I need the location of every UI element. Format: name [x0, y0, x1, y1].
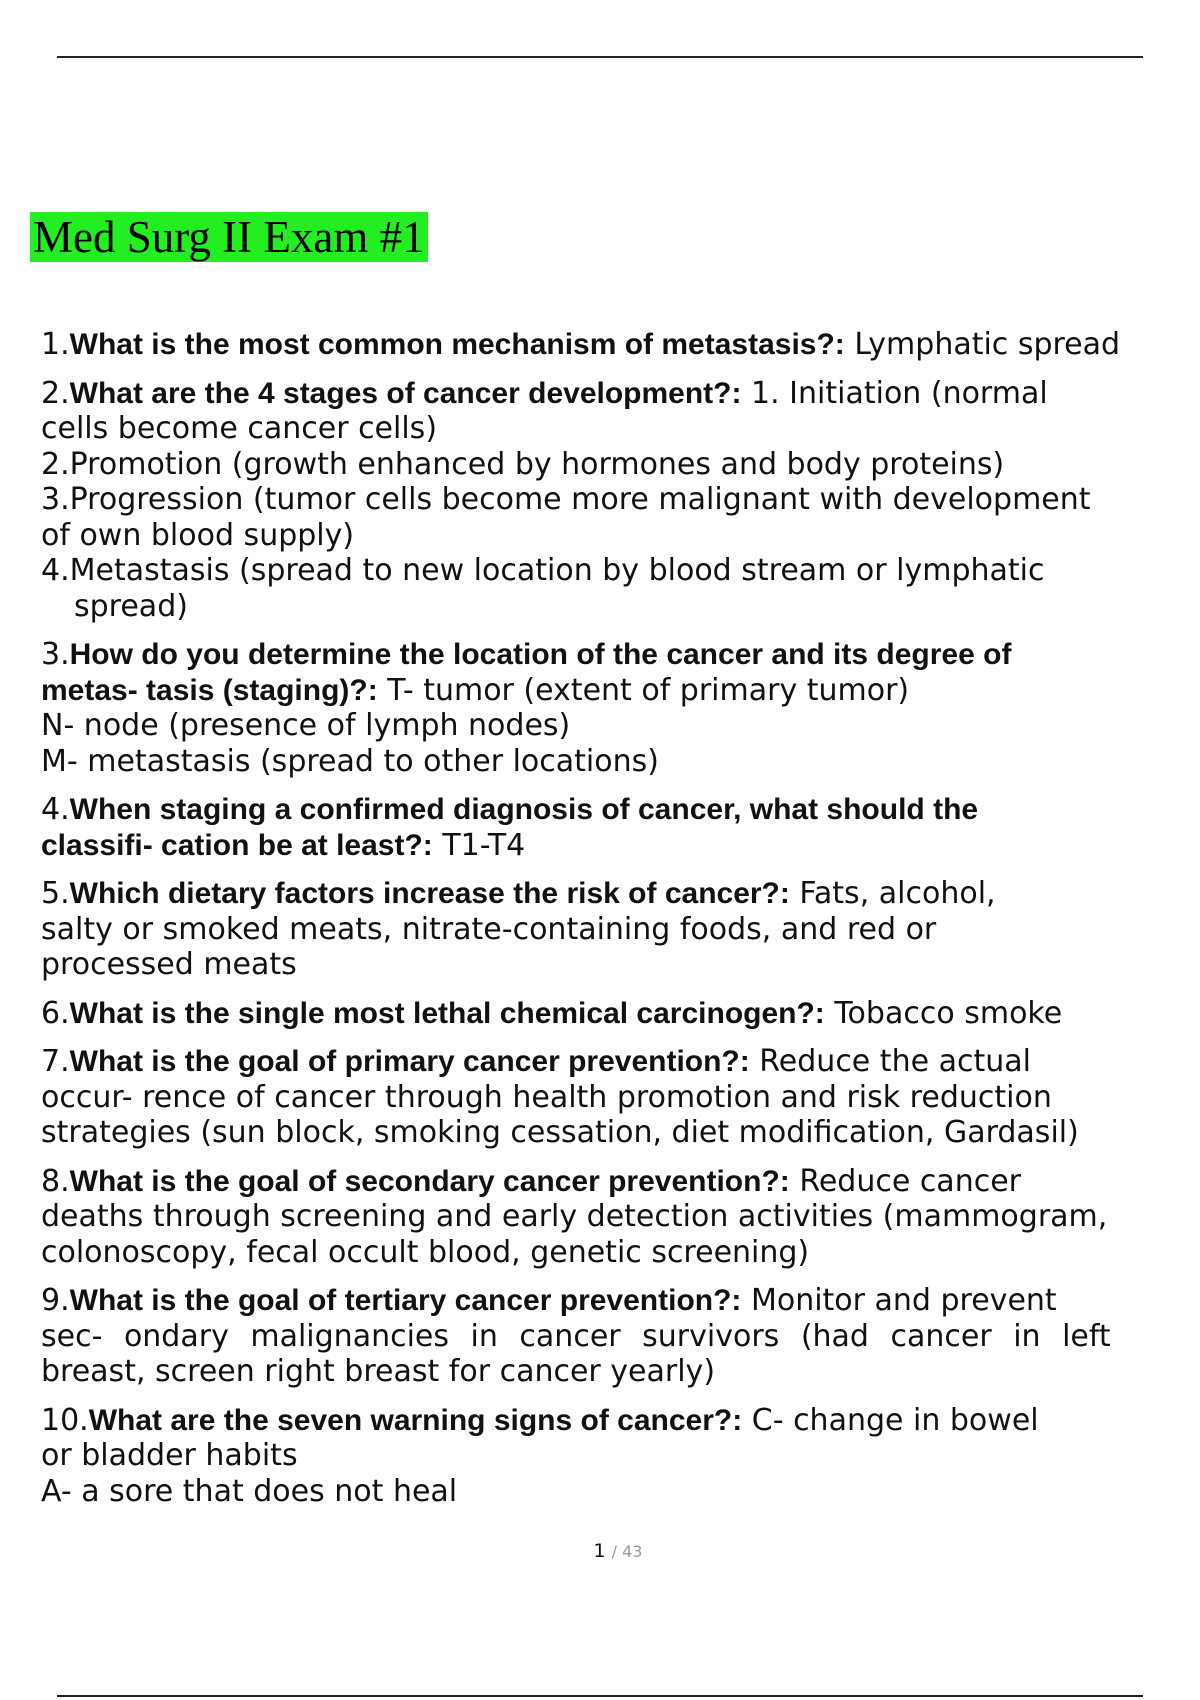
item-line: [41, 327, 1200, 363]
answer-text: 1. Initiation (normal: [741, 375, 1048, 411]
item-line: [41, 1283, 1164, 1319]
answer-line: cells become cancer cells): [41, 411, 438, 446]
answer-text: T- tumor (extent of primary tumor): [377, 672, 910, 708]
answer-text: Tobacco smoke: [824, 995, 1063, 1031]
answer-line: colonoscopy, fecal occult blood, genetic screening): [41, 1234, 810, 1270]
question-text: What is the most common mechanism of metastasis?:: [69, 328, 845, 361]
item-line: [41, 1164, 1200, 1200]
answer-line: strategies (sun block, smoking cessation, diet modification, Gardasil): [41, 1115, 1079, 1150]
question-text: metas- tasis (staging)?:: [41, 673, 378, 707]
list-item: [41, 876, 1200, 983]
item-line: [41, 673, 1200, 709]
item-number: 9.: [41, 1283, 70, 1318]
answer-line: deaths through screening and early detection activities (mammogram,: [41, 1199, 1108, 1234]
answer-line: A- a sore that does not heal: [41, 1473, 458, 1509]
answer-text: T1-T4: [432, 827, 526, 863]
answer-line: occur- rence of cancer through health promotion and risk reduction: [41, 1079, 1052, 1115]
item-line: [41, 876, 1200, 912]
list-item: [41, 1403, 1200, 1510]
item-number: 5.: [41, 876, 70, 911]
answer-line: breast, screen right breast for cancer yearly): [41, 1354, 716, 1389]
answer-line: processed meats: [41, 947, 297, 982]
answer-line: N- node (presence of lymph nodes): [41, 708, 571, 743]
list-item: [41, 1044, 1200, 1151]
item-number: 2.: [41, 375, 70, 411]
list-item: [41, 996, 1200, 1032]
question-text: Which dietary factors increase the risk of cancer?:: [69, 877, 790, 910]
item-line: [41, 996, 1200, 1032]
list-item: [41, 637, 1200, 779]
page-indicator: [0, 1540, 1200, 1562]
answer-text: Lymphatic spread: [844, 327, 1121, 362]
list-item: [41, 1164, 1200, 1271]
answer-text: Reduce the actual: [749, 1044, 1031, 1079]
answer-line: sec- ondary malignancies in cancer survivors (had cancer in left: [41, 1318, 1111, 1354]
answer-text: Reduce cancer: [789, 1163, 1021, 1199]
list-item: [41, 327, 1200, 363]
question-text: What is the goal of tertiary cancer prevention?:: [69, 1284, 742, 1317]
question-text: What is the goal of primary cancer prevention?:: [69, 1045, 750, 1078]
item-number: 6.: [41, 995, 70, 1031]
item-number: 1.: [41, 327, 70, 362]
item-number: 8.: [41, 1163, 70, 1199]
answer-line: M- metastasis (spread to other locations): [41, 743, 659, 779]
answer-line: salty or smoked meats, nitrate-containing foods, and red or: [41, 911, 937, 947]
item-line: [41, 1403, 1200, 1439]
item-number: 10.: [41, 1402, 89, 1438]
item-line: [41, 637, 1200, 673]
item-number: 7.: [41, 1044, 70, 1079]
bottom-rule: [57, 1695, 1143, 1697]
question-text: What are the seven warning signs of cancer?:: [88, 1403, 743, 1437]
answer-line: 3.Progression (tumor cells become more malignant with development: [41, 482, 1091, 517]
page-total: / 43: [611, 1542, 643, 1561]
item-number: 3.: [41, 637, 70, 672]
item-line: [41, 376, 1200, 412]
answer-line: or bladder habits: [41, 1438, 298, 1473]
answer-line: 4.Metastasis (spread to new location by blood stream or lymphatic: [41, 553, 1045, 588]
list-item: [41, 792, 1200, 863]
answer-text: C- change in bowel: [742, 1402, 1039, 1438]
item-line: [41, 828, 1200, 864]
list-item: [41, 376, 1200, 625]
item-number: 4.: [41, 792, 70, 827]
question-text: What are the 4 stages of cancer development?:: [69, 376, 742, 410]
answer-line: 2.Promotion (growth enhanced by hormones and body proteins): [41, 446, 1005, 482]
question-text: classifi- cation be at least?:: [41, 828, 433, 862]
answer-text: Monitor and prevent: [741, 1283, 1057, 1318]
document-title: Med Surg II Exam #1: [30, 212, 428, 262]
answer-line: of own blood supply): [41, 517, 355, 553]
question-text: How do you determine the location of the cancer and its degree of: [69, 638, 1012, 671]
item-line: [41, 1044, 1200, 1080]
item-line: [41, 792, 1200, 828]
page-current: 1: [593, 1540, 606, 1562]
question-text: What is the single most lethal chemical carcinogen?:: [69, 996, 825, 1030]
question-text: What is the goal of secondary cancer prevention?:: [69, 1164, 790, 1198]
answer-line: spread): [74, 588, 188, 624]
question-text: When staging a confirmed diagnosis of cancer, what should the: [69, 793, 979, 826]
top-rule: [57, 56, 1143, 58]
list-item: [41, 1283, 1200, 1390]
answer-text: Fats, alcohol,: [789, 876, 996, 911]
question-list: [41, 327, 1200, 1522]
